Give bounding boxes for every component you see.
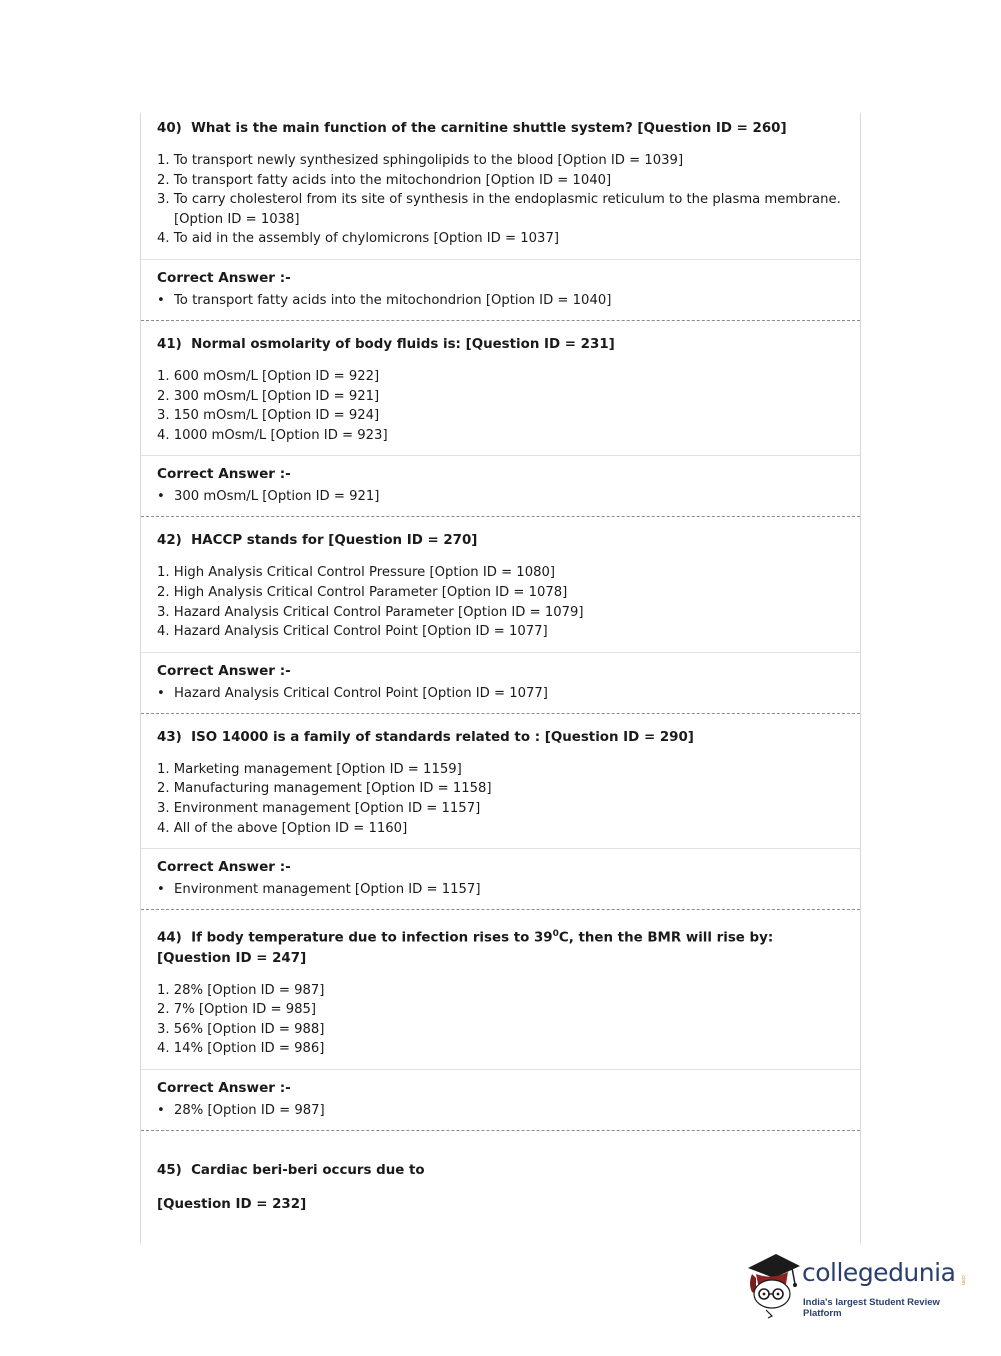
option: 3. Environment management [Option ID = 1157] (157, 800, 481, 816)
answer-title: Correct Answer :- (157, 1079, 291, 1096)
question-title: 40) What is the main function of the carnitine shuttle system? [Question ID = 260] (157, 121, 787, 136)
answer-title: Correct Answer :- (157, 466, 291, 483)
question-title: 45) Cardiac beri-beri occurs due to (157, 1162, 425, 1178)
option: 4. Hazard Analysis Critical Control Point [Option ID = 1077] (157, 624, 548, 640)
mascot-icon (742, 1250, 804, 1320)
question-block (141, 113, 860, 260)
question-title: 41) Normal osmolarity of body fluids is: [Question ID = 231] (157, 336, 615, 352)
answer-block (141, 849, 860, 910)
option: 1. To transport newly synthesized sphingolipids to the blood [Option ID = 1039] (157, 153, 684, 168)
bullet-icon: • (157, 489, 165, 505)
question-44 (141, 910, 860, 1131)
question-paper (140, 113, 861, 1244)
option: 2. 300 mOsm/L [Option ID = 921] (157, 388, 380, 404)
option: 3. 56% [Option ID = 988] (157, 1021, 325, 1037)
question-title: 42) HACCP stands for [Question ID = 270] (157, 533, 478, 549)
question-block (141, 910, 860, 1070)
option: 4. 1000 mOsm/L [Option ID = 923] (157, 427, 388, 443)
answer-block (141, 653, 860, 714)
correct-answer: • 28% [Option ID = 987] (157, 1101, 844, 1121)
option: 2. To transport fatty acids into the mitochondrion [Option ID = 1040] (157, 172, 612, 188)
question-40 (141, 113, 860, 321)
collegedunia-logo (742, 1250, 972, 1320)
answer-title: Correct Answer :- (157, 662, 291, 679)
option: 1. 28% [Option ID = 987] (157, 982, 325, 998)
correct-answer: • To transport fatty acids into the mitochondrion [Option ID = 1040] (157, 291, 844, 311)
question-title: 43) ISO 14000 is a family of standards related to : [Question ID = 290] (157, 729, 694, 745)
option: 3. Hazard Analysis Critical Control Parameter [Option ID = 1079] (157, 604, 584, 620)
answer-block (141, 456, 860, 517)
option: 2. 7% [Option ID = 985] (157, 1002, 317, 1018)
question-45 (141, 1131, 860, 1215)
question-block (141, 517, 860, 652)
answer-title: Correct Answer :- (157, 859, 291, 876)
logo-suffix: .com (960, 1274, 966, 1285)
bullet-icon: • (157, 685, 165, 701)
option: 1. 600 mOsm/L [Option ID = 922] (157, 368, 380, 384)
question-id-line: [Question ID = 232] (157, 1196, 307, 1212)
bullet-icon: • (157, 882, 165, 898)
correct-answer: • 300 mOsm/L [Option ID = 921] (157, 487, 844, 507)
question-41 (141, 321, 860, 517)
bullet-icon: • (157, 292, 165, 308)
correct-answer: • Environment management [Option ID = 1157] (157, 880, 844, 900)
logo-tagline: India's largest Student Review Platform (803, 1297, 940, 1319)
answer-title: Correct Answer :- (157, 269, 291, 286)
question-43 (141, 714, 860, 910)
logo-wordmark: collegedunia (802, 1258, 956, 1287)
question-block (141, 321, 860, 456)
option: 2. Manufacturing management [Option ID = 1158] (157, 781, 492, 797)
question-block (141, 714, 860, 849)
bullet-icon: • (157, 1102, 165, 1118)
option: 1. Marketing management [Option ID = 1159] (157, 761, 462, 777)
correct-answer: • Hazard Analysis Critical Control Point [Option ID = 1077] (157, 684, 844, 704)
question-42 (141, 517, 860, 713)
option: 3. To carry cholesterol from its site of synthesis in the endoplasmic reticulum to the plasma membrane. [Option ID = 1038] (157, 192, 841, 227)
option: 4. 14% [Option ID = 986] (157, 1041, 325, 1057)
option: 4. All of the above [Option ID = 1160] (157, 820, 408, 836)
answer-block (141, 1070, 860, 1131)
option: 3. 150 mOsm/L [Option ID = 924] (157, 408, 380, 424)
option: 2. High Analysis Critical Control Parameter [Option ID = 1078] (157, 584, 568, 600)
option: 1. High Analysis Critical Control Pressure [Option ID = 1080] (157, 565, 556, 581)
option: 4. To aid in the assembly of chylomicrons [Option ID = 1037] (157, 231, 559, 247)
answer-block (141, 260, 860, 321)
question-title: 44) If body temperature due to infection rises to $39^0C$, then the BMR will rise by: [Question ID = 247] (157, 929, 774, 966)
